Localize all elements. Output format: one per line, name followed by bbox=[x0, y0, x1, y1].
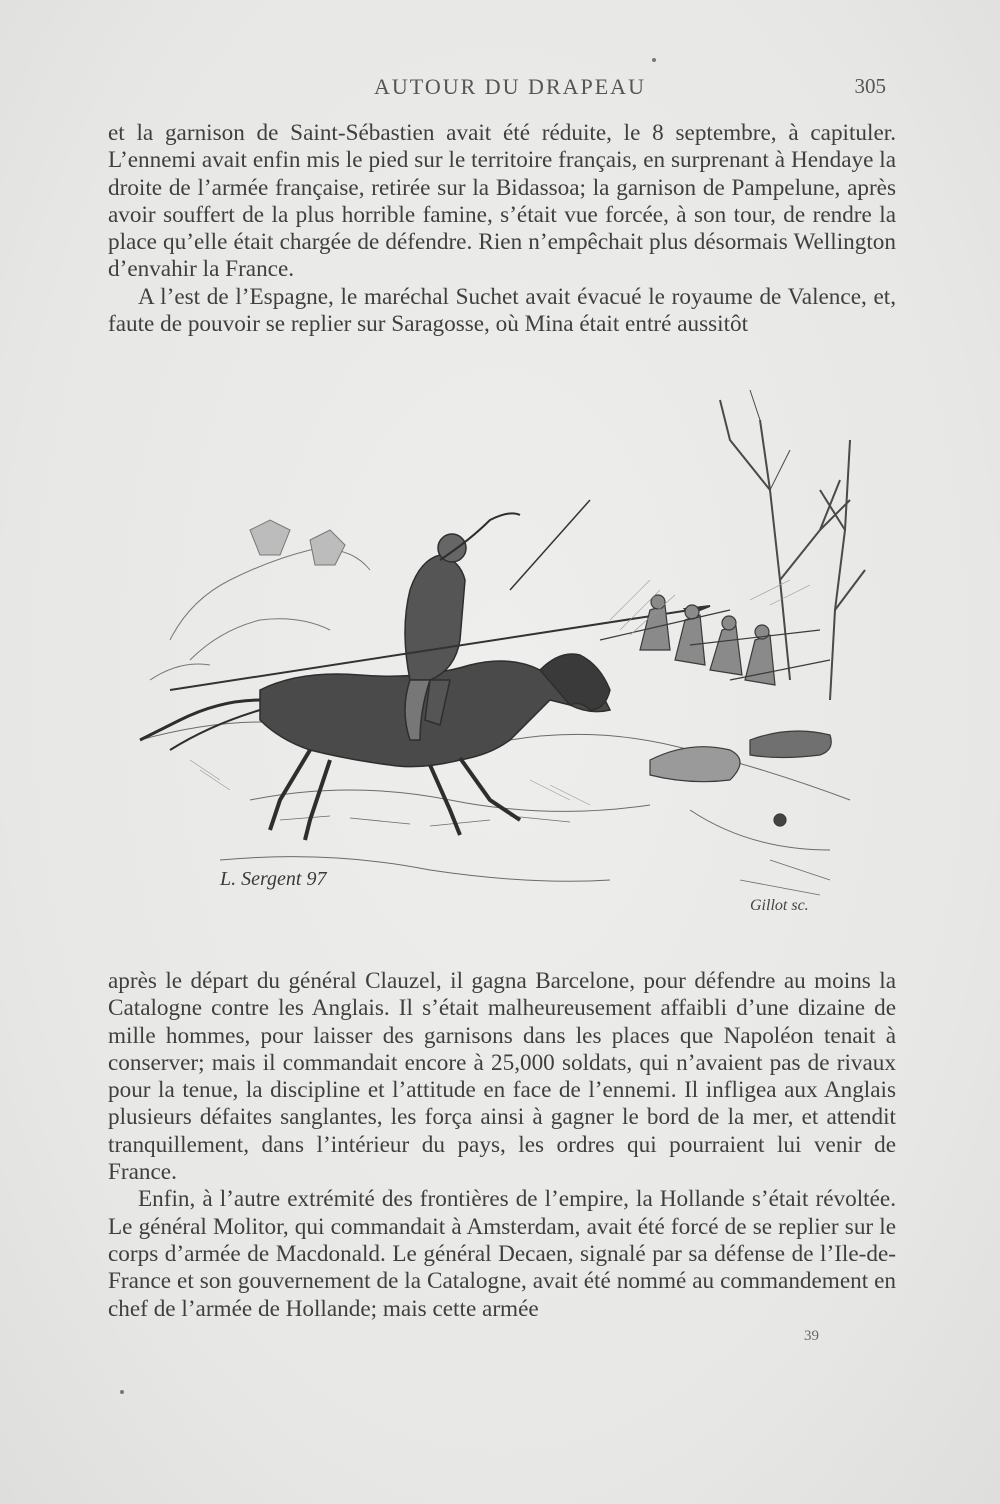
page-number: 305 bbox=[854, 74, 886, 98]
artist-signature: L. Sergent 97 bbox=[220, 868, 327, 890]
signature-mark: 39 bbox=[804, 1328, 819, 1344]
running-title: AUTOUR DU DRAPEAU bbox=[374, 74, 646, 99]
bare-trees bbox=[720, 390, 865, 700]
paragraph: après le départ du général Clauzel, il gagna Barcelone, pour défendre au moins la Catalogne contre les Anglais. Il s’était malheureusement affaibli d’une dizaine de mille hommes, pour laisser des garnisons dans les places que Napoléon tenait à conserver; mais il commandait encore à 25,000 soldats, qui n’avaient pas de rivaux pour la tenue, la discipline et l’attitude en face de l’ennemi. Il infligea aux Anglais plusieurs défaites sanglantes, les força ainsi à gagner le bord de la mer, et attendit tranquillement, dans l’intérieur du pays, les ordres qui pourraient lui venir de France. bbox=[108, 968, 896, 1186]
engraver-signature: Gillot sc. bbox=[750, 897, 809, 914]
text-block-bottom bbox=[108, 968, 896, 1323]
paper-speck bbox=[652, 58, 656, 62]
cavalry-charge-illustration bbox=[130, 380, 870, 940]
paragraph: et la garnison de Saint-Sébastien avait été réduite, le 8 septembre, à capituler. L’ennemi avait enfin mis le pied sur le territoire français, en surprenant à Hendaye la droite de l’armée française, retirée sur la Bidassoa; la garnison de Pampelune, après avoir souffert de la plus horrible famine, s’était vue forcée, à son tour, de rendre la place qu’elle était chargée de défendre. Rien n’empêchait plus désormais Wellington d’envahir la France. bbox=[108, 120, 896, 283]
distant-cavalry bbox=[150, 520, 370, 680]
paragraph: Enfin, à l’autre extrémité des frontières de l’empire, la Hollande s’était révoltée. Le général Molitor, qui commandait à Amsterdam, avait été forcé de se replier sur le corps d’armée de Macdonald. Le général Decaen, signalé par sa défense de l’Ile-de-France et son gouvernement de la Catalogne, avait été nommé au commandement en chef de l’armée de Hollande; mais cette armée bbox=[108, 1186, 896, 1322]
paragraph: A l’est de l’Espagne, le maréchal Suchet avait évacué le royaume de Valence, et, faute de pouvoir se replier sur Saragosse, où Mina était entré aussitôt bbox=[108, 283, 896, 338]
running-head bbox=[110, 74, 896, 104]
paper-speck bbox=[120, 1390, 124, 1394]
text-block-top bbox=[108, 120, 896, 338]
infantry-group bbox=[600, 595, 831, 826]
